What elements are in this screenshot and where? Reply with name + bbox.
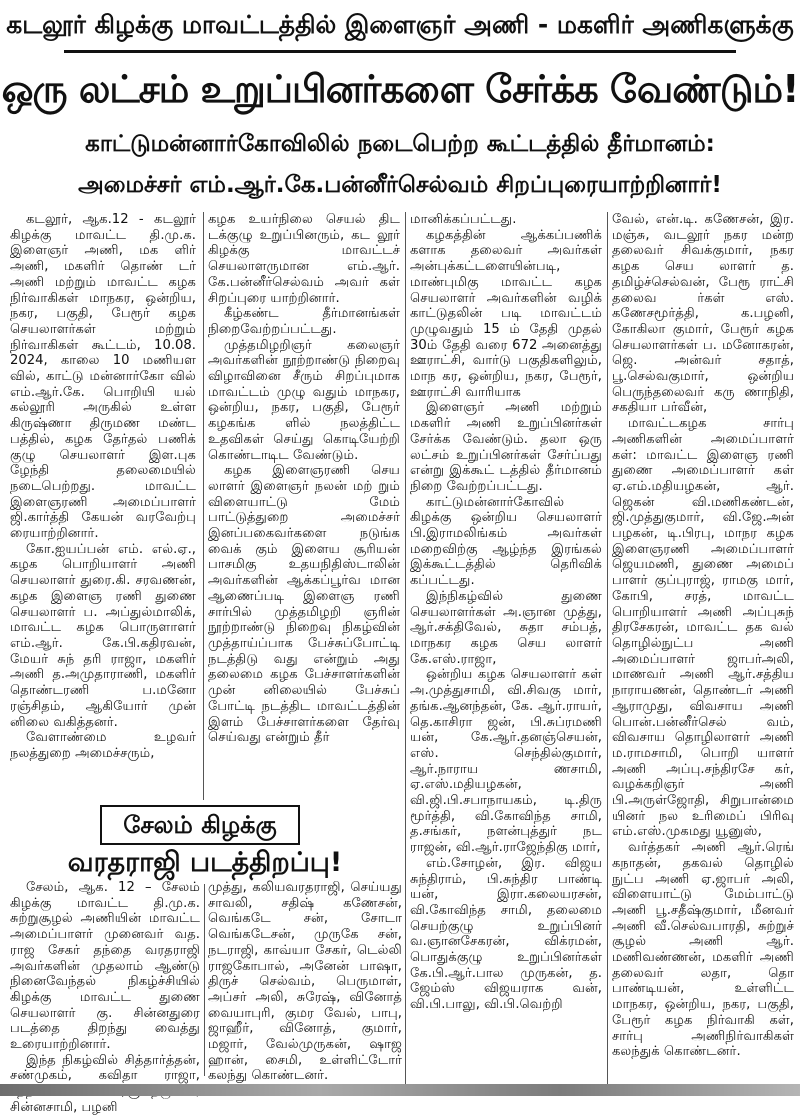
paragraph: கீழ்கண்ட தீர்மானங்கள் நிறைவேற்றப்பட்டது. bbox=[208, 306, 400, 337]
article1-column-2 bbox=[208, 212, 400, 852]
paragraph: வர்த்தகர் அணி ஆர்.ரெங் கநாதன், தகவல் தொழில் நுட்ப அணி ஏ.ஜாபர் அலி, விளையாட்டு மேம்பாட்டு அணி பூ.சதீஷ்குமார், மீனவர் அணி வீ.செல்வபாரதி, சுற்றுச் சூழல் அணி ஆர். மணிவண்ணன், மகளிர் அணி தலைவர் லதா, தொ பாண்டியன், உள்ளிட்ட மாநகர, ஒன்றிய, நகர, பகுதி, பேரூர் கழக நிர்வாகி கள், சார்பு அணிநிர்வாகிகள் கலந்துக் கொண்டனர். bbox=[612, 840, 794, 1060]
column-divider bbox=[405, 212, 406, 1086]
paragraph: முத்தமிழறிஞர் கலைஞர் அவர்களின் நூற்றாண்டு நிறைவு விழாவினை சீரும் சிறப்புமாக மாவட்டம் முழு வதும் மாநகர, ஒன்றிய, நகர, பகுதி, பேரூர் கழகங்க ளில் நலத்திட்ட உதவிகள் செய்து கொடியேற்றி கொண்டாடிட வேண்டும். bbox=[208, 337, 400, 463]
column-divider bbox=[607, 212, 608, 1086]
paragraph: மாவட்டகழக சார்பு அணிகளின் அமைப்பாளர் கள்: மாவட்ட இளைஞ ரணி துணை அமைப்பாளர் கள் ஏ.எம்.மதியழகன், ஆர். ஜெகன் வி.மணிகண்டன், ஜி.முத்துகுமார், வி.ஜே.அன் பழகன், டி.பிரபு, மாநர கழக இளைஞரணி அமைப்பாளர் ஜெயமணி, துணை அமைப் பாளர் குப்புராஜ், ராமகு மார், கோபி, சரத், மாவட்ட பொறியாளர் அணி அப்புசுந் திரசேகரன், மாவட்ட தக வல் தொழில்நுட்ப அணி அமைப்பாளர் ஜாபர்அலி, மாணவர் அணி ஆர்.சத்திய நாராயணன், தொண்டர் அணி ஆராமுது, விவசாய அணி பொன்.பன்னீர்செல் வம், விவசாய தொழிலாளர் அணி ம.ராமசாமி, பொறி யாளர் அணி அப்பு.சந்திரசே கர், வழக்கறிஞர் அணி பி.அருள்ஜோதி, சிறுபான்மை யினர் நல உரிமைப் பிரிவு எம்.எஸ்.முகமது யூனுஸ், bbox=[612, 416, 794, 840]
column-divider bbox=[203, 212, 204, 800]
article-headline: ஒரு லட்சம் உறுப்பினர்களை சேர்க்க வேண்டும்! bbox=[1, 67, 799, 111]
next-story-strip bbox=[0, 1084, 800, 1096]
article-subhead-1: காட்டுமன்னார்கோவிலில் நடைபெற்ற கூட்டத்தில் தீர்மானம்: bbox=[85, 131, 715, 157]
paragraph: இளைஞர் அணி மற்றும் மகளிர் அணி உறுப்பினர்கள் சேர்க்க வேண்டும். தலா ஒரு லட்சம் உறுப்பினர்கள் சேர்ப்பது என்று இக்கூட் டத்தில் தீர்மானம் நிறை வேற்றப்பட்டது. bbox=[410, 400, 602, 494]
paragraph: மானிக்கப்பட்டது. bbox=[410, 212, 517, 227]
column-divider bbox=[204, 884, 205, 1076]
paragraph: ஒன்றிய கழக செயலாளர் கள் அ.முத்துசாமி, வி.சிவகு மார், தங்க.ஆனந்தன், கே. ஆர்.ராயர், தெ.காசிரா ஜன், பி.சுப்ரமணி யன், கே.ஆர்.தனஞ்செயன், எஸ். செந்தில்குமார், ஆர்.நாராய ணசாமி, ஏ.எஸ்.மதியழகன், வி.ஜி.பி.சபாநாயகம், டி.திரு மூர்த்தி, வி.கோவிந்த சாமி, த.சங்கர், நளன்புத்துர் நட ராஜன், வி.ஆர்.ராஜேந்திகு மார், bbox=[410, 667, 602, 856]
paragraph: சேலம், ஆக. 12 – சேலம் கிழக்கு மாவட்ட தி.மு.க. சுற்றுசூழல் அணியின் மாவட்ட அமைப்பாளர் முனைவர் வத. ராஜ சேகர் தந்தை வரதராஜி அவர்களின் முதலாம் ஆண்டு நினைவேந்தல் நிகழ்ச்சியில் கிழக்கு மாவட்ட துணை செயலாளர் கு. சின்னதுரை படத்தை திறந்து வைத்து உரையாற்றினார். bbox=[10, 880, 200, 1053]
article2-headline: வரதராஜி படத்திறப்பு! bbox=[67, 847, 343, 878]
paragraph: கழக உயர்நிலை செயல் திட டக்குழு உறுப்பினரும், கட லூர் கிழக்கு மாவட்டச் செயலாளருமான எம்.ஆர். கே.பன்னீர்செல்வம் அவர் கள் சிறப்புரை யாற்றினார். bbox=[208, 212, 400, 306]
paragraph: கழகத்தின் ஆக்கப்பணிக் களாக தலைவர் அவர்கள் அன்புக்கட்டளையின்படி, மாண்புமிகு மாவட்ட கழக செயலாளர் அவர்களின் வழிக் காட்டுதலின் படி மாவட்டம் முழுவதும் 15 ம் தேதி முதல் 30ம் தேதி வரை 672 அனைத்து ஊராட்சி, வார்டு பகுதிகளிலும், மாந கர, ஒன்றிய, நகர, பேரூர், ஊராட்சி வாரியாக bbox=[410, 227, 602, 400]
article1-column-3 bbox=[410, 212, 602, 1086]
paragraph: இந்த நிகழ்வில் சித்தார்த்தன், சண்முகம், கவிதா ராஜா, சின்னசாமி, பழனி bbox=[10, 1052, 200, 1115]
paragraph: வேல், என்.டி. கணேசன், இர. மஞ்சு, வடலூர் நகர மன்ற தலைவர் சிவக்குமார், நகர கழக செய லாளர் த. தமிழ்ச்செல்வன், பேரூ ராட்சி தலைவ ர்கள் எஸ். கணேசமூர்த்தி, க.பழனி, கோகிலா குமார், பேரூர் கழக செயலாளர்கள் ப. மனோகரன், ஜெ. அன்வர் சதாத், பூ.செல்வகுமார், ஒன்றிய பெருந்தலைவர் கரு ணாநிதி, சகதியா பர்வீன், bbox=[612, 212, 794, 416]
article1-column-4 bbox=[612, 212, 794, 1086]
article2-column-1 bbox=[10, 880, 200, 1115]
article-kicker: கடலூர் கிழக்கு மாவட்டத்தில் இளைஞர் அணி - மகளிர் அணிகளுக்கு bbox=[6, 10, 794, 39]
paragraph: கடலூர், ஆக.12 - கடலூர் கிழக்கு மாவட்ட தி.மு.க. இளைஞர் அணி, மக ளிர் அணி, மகளிர் தொண் டர் அணி மற்றும் மாவட்ட கழக நிர்வாகிகள் மாநகர, ஒன்றிய, நகர, பகுதி, பேரூர் கழக செயலாளர்கள் மற்றும் நிர்வாகிகள் கூட்டம், 10.08. 2024, காலை 10 மணியள வில், காட்டு மன்னார்கோ வில் எம்.ஆர்.கே. பொறியி யல் கல்லூரி அருகில் உள்ள கிருஷ்ணா திருமண மண்ட பத்தில், கழக தேர்தல் பணிக் குழு செயலாளர் இள.புக ழேந்தி தலைமையில் நடைபெற்றது. மாவட்ட இளைஞரணி அமைப்பாளர் ஜி.கார்த்தி கேயன் வரவேற்பு ரையாற்றினார். bbox=[10, 212, 196, 542]
paragraph: கோ.ஐயப்பன் எம். எல்.ஏ., கழக பொறியாளர் அணி செயலாளர் துரை.கி. சரவணன், கழக இளைஞ ரணி துணை செயலாளர் ப. அப்துல்மாலிக், மாவட்ட கழக பொருளாளர் எம்.ஆர். கே.பி.கதிரவன், மேயர் சுந் தரி ராஜா, மகளிர் அணி த.அமுதாராணி, மகளிர் தொண்டரணி ப.மனோ ரஞ்சிதம், ஆகியோர் முன் னிலை வகித்தனர். bbox=[10, 541, 196, 730]
paragraph: இந்நிகழ்வில் துணை செயலாளர்கள் அ.ஞான முத்து, ஆர்.சக்திவேல், சுதா சம்பத், மாநகர கழக செய லாளர் கே.எஸ்.ராஜா, bbox=[410, 588, 602, 667]
paragraph: வேளாண்மை உழவர் நலத்துறை அமைச்சரும், bbox=[10, 730, 196, 761]
article1-column-1 bbox=[10, 212, 196, 792]
article2-kicker: சேலம் கிழக்கு bbox=[123, 811, 277, 839]
article2-column-2 bbox=[208, 880, 402, 1084]
paragraph: எம்.சோழன், இர. விஜய சுந்திராம், பி.சுந்திர பாண்டி யன், இரா.கலையரசன், வி.கோவிந்த சாமி, தலைமை செயற்குழு உறுப்பினர் வ.ஞானசேகரன், விக்ரமன், பொதுக்குழு உறுப்பினர்கள் கே.பி.ஆர்.பால முருகன், த. ஜேம்ஸ் விஜயராக வன், வி.பி.பாலு, வி.பி.வெற்றி bbox=[410, 855, 602, 1013]
article-subhead-2: அமைச்சர் எம்.ஆர்.கே.பன்னீர்செல்வம் சிறப்புரையாற்றினார்! bbox=[78, 172, 722, 198]
paragraph: காட்டுமன்னார்கோவில் கிழக்கு ஒன்றிய செயலாளர் பி.இராமலிங்கம் அவர்கள் மறைவிற்கு ஆழ்ந்த இரங்கல் இக்கூட்டத்தில் தெரிவிக் கப்பட்டது. bbox=[410, 494, 602, 589]
kicker-underline bbox=[64, 50, 736, 53]
paragraph: முத்து, கலியவரதராஜி, செய்யது சாவலி, சதிஷ் கணேசன், வெங்கடே சன், சோடா வெங்கடேசன், முருகே சன், நடராஜி, காவ்யா சேகர், டெல்லி ராஜகோபால், அனேன் பாஷா, திருச் செல்வம், பெருமாள், அப்சர் அலி, சுரேஷ், வினோத் வையாபுரி, குமர வேல், பாபு, ஜாஹீர், வினோத், குமார், மஜார், வேல்முருகன், ஷாஜ ஹான், சைமி, உள்ளிட்டோர் கலந்து கொண்டனர். bbox=[208, 880, 402, 1084]
paragraph: கழக இளைஞரணி செய லாளர் இளைஞர் நலன் மற் றும் விளையாட்டு மேம் பாட்டுத்துறை அமைச்சர் இனப்பகைவர்களை நடுங்க வைக் கும் இளைய சூரியன் பாசமிகு உதயநிதிஸ்டாலின் அவர்களின் ஆக்கப்பூர்வ மான ஆணைப்படி இளைஞ ரணி சார்பில் முத்தமிழறி ஞரின் நூற்றாண்டு நிறைவு நிகழ்வின் முத்தாய்ப்பாக பேச்சுப்போட்டி நடத்திடு வது என்றும் அது தலைமை கழக பேச்சாளர்களின் முன் னிலையில் பேச்சுப் போட்டி நடத்திட மாவட்டத்தின் இளம் பேச்சாளர்களை தேர்வு செய்வது என்றும் தீர் bbox=[208, 463, 400, 746]
